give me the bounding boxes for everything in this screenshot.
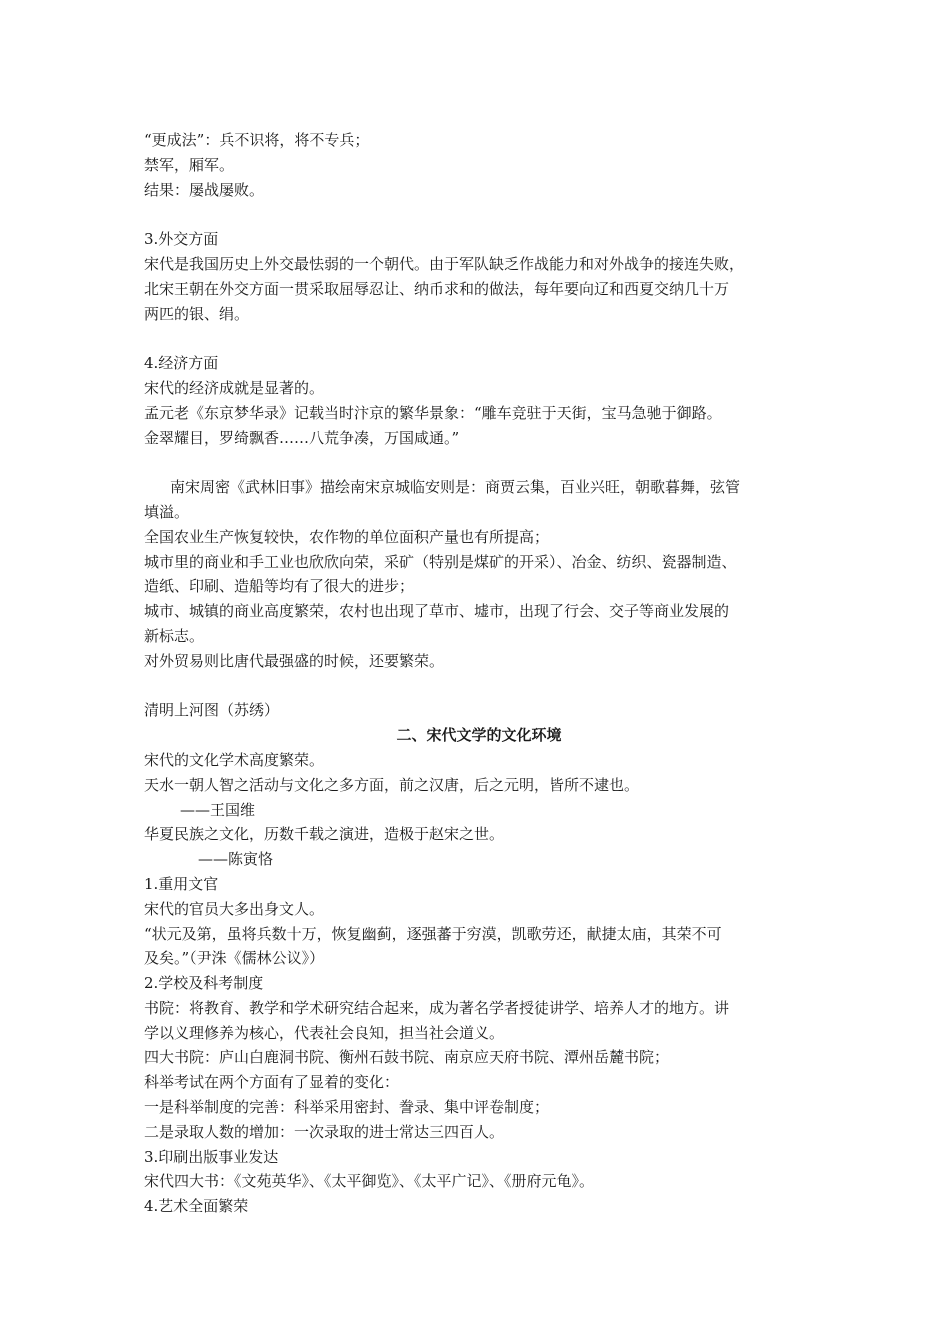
text-line: 宋代的官员大多出身文人。 (144, 899, 325, 918)
section-heading: 3.外交方面 (144, 230, 219, 249)
text-line: 造纸、印刷、造船等均有了很大的进步； (144, 577, 415, 596)
text-line: 对外贸易则比唐代最强盛的时候，还要繁荣。 (144, 651, 445, 670)
text-line: “状元及第，虽将兵数十万，恢复幽蓟，逐强蕃于穷漠，凯歌劳还，献捷太庙，其荣不可 (144, 924, 722, 943)
text-line: 宋代的文化学术高度繁荣。 (144, 750, 325, 769)
quote-line: 天水一朝人智之活动与文化之多方面，前之汉唐，后之元明，皆所不逮也。 (144, 775, 640, 794)
text-line: 北宋王朝在外交方面一贯采取屈辱忍让、纳币求和的做法，每年要向辽和西夏交纳几十万 (144, 279, 730, 298)
text-line: 金翠耀目，罗绮飘香……八荒争凑，万国咸通。” (144, 428, 460, 447)
text-line: 宋代四大书：《文苑英华》、《太平御览》、《太平广记》、《册府元龟》。 (144, 1172, 595, 1191)
text-line: 城市里的商业和手工业也欣欣向荣，采矿（特别是煤矿的开采）、冶金、纺织、瓷器制造、 (144, 552, 737, 571)
text-line: 填溢。 (144, 502, 190, 521)
blank-line (144, 450, 814, 475)
text-line: 南宋周密《武林旧事》描绘南宋京城临安则是：商贾云集，百业兴旺，朝歌暮舞，弦管 (170, 478, 741, 497)
text-line: 科举考试在两个方面有了显着的变化： (144, 1073, 400, 1092)
image-caption: 清明上河图（苏绣） (144, 701, 280, 720)
section-heading: 4.经济方面 (144, 354, 219, 373)
section-heading: 3.印刷出版事业发达 (144, 1147, 279, 1166)
text-line: “更成法”：兵不识将，将不专兵； (144, 131, 370, 149)
text-line: 学以义理修养为核心，代表社会良知，担当社会道义。 (144, 1023, 505, 1042)
text-line: 新标志。 (144, 626, 205, 645)
text-line: 两匹的银、绢。 (144, 304, 250, 323)
chapter-heading: 二、宋代文学的文化环境 (396, 726, 562, 745)
text-line: 宋代的经济成就是显著的。 (144, 378, 325, 397)
text-line: 及矣。”（尹洙《儒林公议》） (144, 949, 325, 968)
text-line: 城市、城镇的商业高度繁荣，农村也出现了草市、墟市，出现了行会、交子等商业发展的 (144, 602, 730, 621)
text-line: 二是录取人数的增加：一次录取的进士常达三四百人。 (144, 1122, 505, 1141)
section-heading: 2.学校及科考制度 (144, 974, 264, 993)
section-heading: 1.重用文官 (144, 874, 219, 893)
text-line: 全国农业生产恢复较快，农作物的单位面积产量也有所提高； (144, 527, 550, 546)
document-page (144, 128, 814, 1219)
blank-line (144, 674, 814, 699)
text-line: 结果：屡战屡败。 (144, 180, 265, 199)
text-line: 禁军，厢军。 (144, 155, 235, 174)
quote-attribution: ——陈寅恪 (198, 850, 274, 869)
quote-attribution: ——王国维 (180, 800, 256, 819)
text-line: 孟元老《东京梦华录》记载当时汴京的繁华景象：“雕车竞驻于天街，宝马急驰于御路。 (144, 403, 722, 422)
blank-line (144, 326, 814, 351)
quote-line: 华夏民族之文化，历数千载之演进，造极于赵宋之世。 (144, 825, 505, 844)
text-line: 四大书院：庐山白鹿洞书院、衡州石鼓书院、南京应天府书院、潭州岳麓书院； (144, 1048, 670, 1067)
section-heading: 4.艺术全面繁荣 (144, 1197, 249, 1216)
text-line: 一是科举制度的完善：科举采用密封、誊录、集中评卷制度； (144, 1098, 550, 1117)
text-line: 书院：将教育、教学和学术研究结合起来，成为著名学者授徒讲学、培养人才的地方。讲 (144, 998, 730, 1017)
text-line: 宋代是我国历史上外交最怯弱的一个朝代。由于军队缺乏作战能力和对外战争的接连失败， (144, 254, 745, 273)
blank-line (144, 202, 814, 227)
